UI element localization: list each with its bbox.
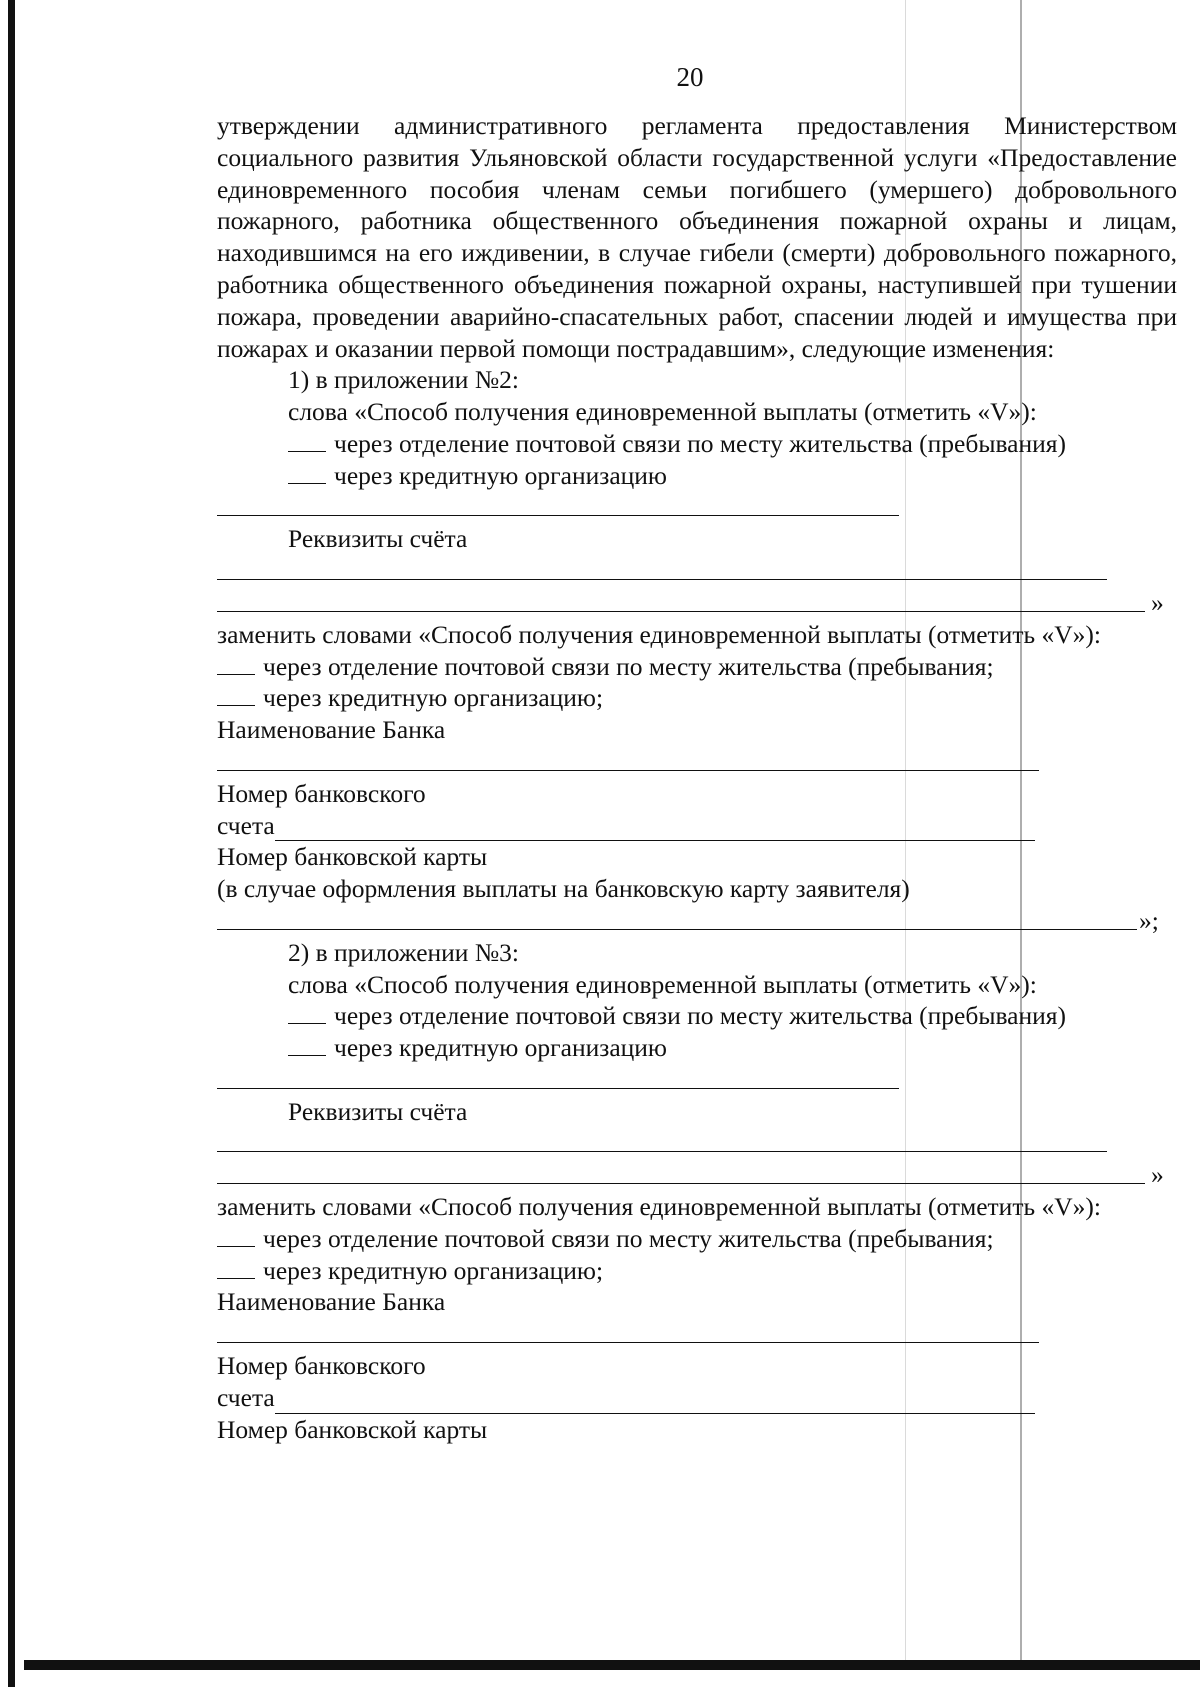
blank-line xyxy=(217,555,1177,587)
closing-quote: » xyxy=(1151,1160,1164,1190)
section-1-old-option-bank xyxy=(217,460,1177,492)
blank-line xyxy=(275,818,1035,841)
field-label: счета xyxy=(217,810,275,840)
section-1-card-number: Номер банковской карты xyxy=(217,842,488,872)
document-body xyxy=(217,110,1177,1445)
section-1-account-number-field xyxy=(217,810,1177,842)
blank-line xyxy=(217,492,1177,524)
section-2-new-option-post xyxy=(217,1223,1177,1255)
blank-line xyxy=(217,746,1177,778)
section-2-new-option-bank xyxy=(217,1255,1177,1287)
checkbox-blank xyxy=(217,652,255,675)
option-label: через кредитную организацию; xyxy=(263,1255,604,1285)
blank-line xyxy=(217,1318,1177,1350)
blank-line-with-quote xyxy=(217,587,1177,619)
blank-line-with-quote xyxy=(217,1159,1177,1191)
checkbox-blank xyxy=(288,461,326,484)
option-label: через отделение почтовой связи по месту жительства (пребывания; xyxy=(263,1223,994,1253)
blank-line xyxy=(217,1128,1177,1160)
section-2-account-number-label: Номер банковского xyxy=(217,1351,426,1381)
section-1-old-option-post xyxy=(217,428,1177,460)
section-2-bank-name: Наименование Банка xyxy=(217,1287,446,1317)
blank-line xyxy=(217,1064,1177,1096)
field-label: счета xyxy=(217,1382,275,1412)
blank-line xyxy=(275,1391,1035,1414)
section-2-old-option-bank xyxy=(217,1032,1177,1064)
section-2-account-number-field xyxy=(217,1382,1177,1414)
intro-paragraph: утверждении административного регламента предоставления Министерством социального развития Ульяновской области государственной услуги «Предоставление единовременного пособия членам семьи погибшего (умершего) добровольного пожарного, работника общественного объединения пожарной охраны и лицам, находившимся на его иждивении, в случае гибели (смерти) добровольного пожарного, работника общественного объединения пожарной охраны, наступившей при тушении пожара, проведении аварийно-спасательных работ, спасении людей и имущества при пожарах и оказании первой помощи пострадавшим», следующие изменения: xyxy=(217,111,1177,363)
option-label: через отделение почтовой связи по месту жительства (пребывания; xyxy=(263,651,994,681)
checkbox-blank xyxy=(217,1256,255,1279)
section-2-account-details: Реквизиты счёта xyxy=(288,1096,468,1126)
closing-quote: »; xyxy=(1139,905,1159,935)
section-1-account-number-label: Номер банковского xyxy=(217,778,426,808)
blank-line-with-quote xyxy=(217,905,1177,937)
section-1-old-intro: слова «Способ получения единовременной выплаты (отметить «V»): xyxy=(288,397,1037,427)
checkbox-blank xyxy=(288,1033,326,1056)
page-number: 20 xyxy=(676,62,704,92)
section-2-old-intro: слова «Способ получения единовременной выплаты (отметить «V»): xyxy=(288,969,1037,999)
checkbox-blank xyxy=(217,683,255,706)
option-label: через кредитную организацию; xyxy=(263,683,604,713)
scan-border-bottom xyxy=(24,1660,1200,1670)
option-label: через отделение почтовой связи по месту жительства (пребывания) xyxy=(334,428,1067,458)
checkbox-blank xyxy=(217,1224,255,1247)
scan-border-left xyxy=(8,0,15,1687)
section-2-heading: 2) в приложении №3: xyxy=(288,937,519,967)
option-label: через отделение почтовой связи по месту жительства (пребывания) xyxy=(334,1001,1067,1031)
closing-quote: » xyxy=(1151,587,1164,617)
section-2-replace-intro: заменить словами «Способ получения единовременной выплаты (отметить «V»): xyxy=(217,1192,1101,1222)
section-1-card-note: (в случае оформления выплаты на банковскую карту заявителя) xyxy=(217,874,910,904)
option-label: через кредитную организацию xyxy=(334,460,667,490)
checkbox-blank xyxy=(288,1001,326,1024)
checkbox-blank xyxy=(288,429,326,452)
section-1-bank-name: Наименование Банка xyxy=(217,715,446,745)
option-label: через кредитную организацию xyxy=(334,1033,667,1063)
section-2-old-option-post xyxy=(217,1000,1177,1032)
section-1-replace-intro: заменить словами «Способ получения единовременной выплаты (отметить «V»): xyxy=(217,619,1101,649)
section-1-new-option-bank xyxy=(217,682,1177,714)
section-2-card-number: Номер банковской карты xyxy=(217,1414,488,1444)
section-1-heading: 1) в приложении №2: xyxy=(288,365,519,395)
section-1-new-option-post xyxy=(217,651,1177,683)
section-1-account-details: Реквизиты счёта xyxy=(288,524,468,554)
